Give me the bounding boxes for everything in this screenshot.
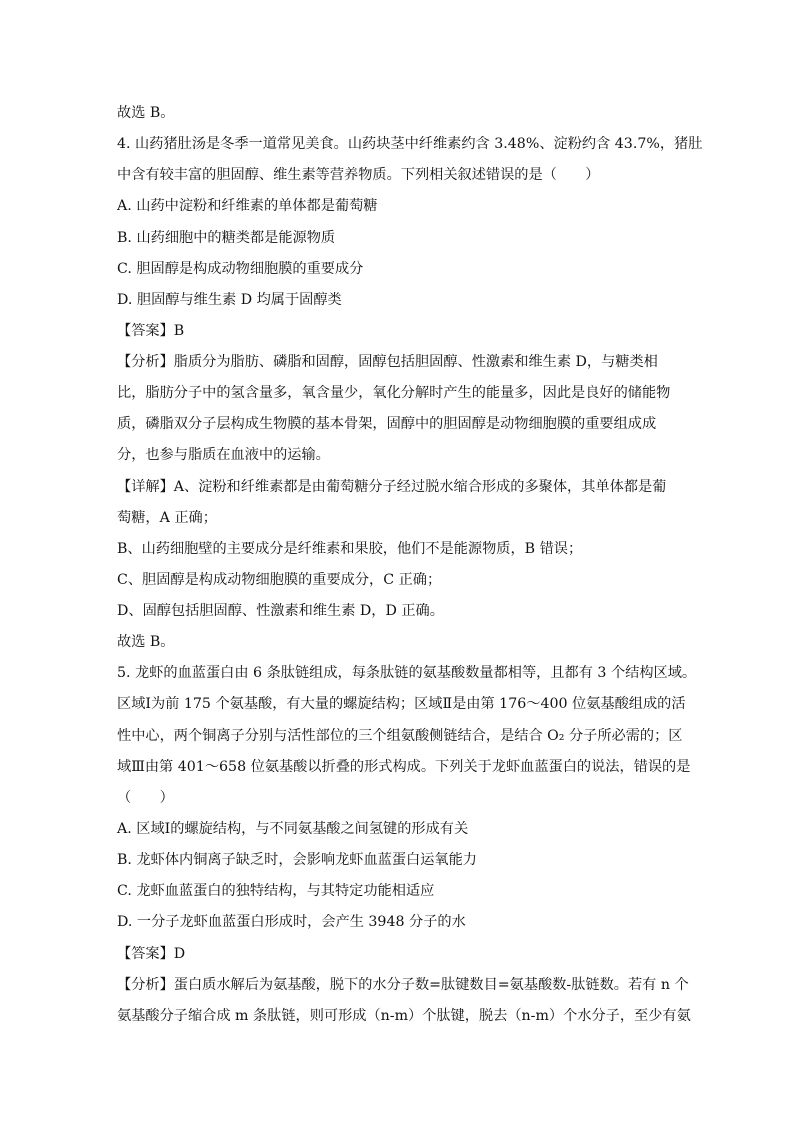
question-5-stem: 域Ⅲ由第 401～658 位氨基酸以折叠的形式构成。下列关于龙虾血蓝蛋白的说法，错误的是	[117, 759, 691, 775]
question-4-stem-cont: 中含有较丰富的胆固醇、维生素等营养物质。下列相关叙述错误的是（ ）	[117, 167, 600, 183]
question-4-stem: 4. 山药猪肚汤是冬季一道常见美食。山药块茎中纤维素约含 3.48%、淀粉约含 43.7%，猪肚	[117, 136, 703, 152]
question-5-stem: 区域Ⅰ为前 175 个氨基酸，有大量的螺旋结构；区域Ⅱ是由第 176～400 位氨基酸组成的活	[117, 696, 686, 712]
text-line: 故选 B。	[117, 634, 175, 650]
analysis-text: 【分析】脂质分为脂肪、磷脂和固醇，固醇包括胆固醇、性激素和维生素 D，与糖类相	[117, 354, 658, 370]
detail-text: 【详解】A、淀粉和纤维素都是由葡萄糖分子经过脱水缩合形成的多聚体，其单体都是葡	[117, 479, 667, 495]
detail-text: 萄糖，A 正确；	[117, 510, 217, 526]
question-5-stem: 性中心，两个铜离子分别与活性部位的三个组氨酸侧链结合，是结合 O₂ 分子所必需的；区	[117, 728, 683, 744]
detail-text: C、胆固醇是构成动物细胞膜的重要成分，C 正确；	[117, 572, 442, 588]
analysis-text: 质，磷脂双分子层构成生物膜的基本骨架，固醇中的胆固醇是动物细胞膜的重要组成成	[117, 416, 657, 432]
option-c: C. 龙虾血蓝蛋白的独特结构，与其特定功能相适应	[117, 883, 435, 899]
answer-label: 【答案】B	[117, 323, 185, 339]
option-d: D. 胆固醇与维生素 D 均属于固醇类	[117, 292, 342, 308]
option-b: B. 山药细胞中的糖类都是能源物质	[117, 230, 336, 246]
option-a: A. 山药中淀粉和纤维素的单体都是葡萄糖	[117, 198, 378, 214]
analysis-text: 【分析】蛋白质水解后为氨基酸，脱下的水分子数=肽键数目=氨基酸数-肽链数。若有 n 个	[117, 977, 689, 993]
detail-text: B、山药细胞壁的主要成分是纤维素和果胶，他们不是能源物质，B 错误；	[117, 541, 583, 557]
option-d: D. 一分子龙虾血蓝蛋白形成时，会产生 3948 分子的水	[117, 914, 466, 930]
option-b: B. 龙虾体内铜离子缺乏时，会影响龙虾血蓝蛋白运氧能力	[117, 852, 477, 868]
analysis-text: 分，也参与脂质在血液中的运输。	[117, 447, 330, 463]
detail-text: D、固醇包括胆固醇、性激素和维生素 D，D 正确。	[117, 603, 444, 619]
analysis-text: 比，脂肪分子中的氢含量多，氧含量少，氧化分解时产生的能量多，因此是良好的储能物	[117, 385, 671, 401]
question-5-stem: （ ）	[117, 790, 174, 806]
option-c: C. 胆固醇是构成动物细胞膜的重要成分	[117, 261, 364, 277]
answer-label: 【答案】D	[117, 946, 186, 962]
option-a: A. 区域Ⅰ的螺旋结构，与不同氨基酸之间氢键的形成有关	[117, 821, 469, 837]
text-line: 故选 B。	[117, 105, 175, 121]
analysis-text: 氨基酸分子缩合成 m 条肽链，则可形成（n-m）个肽键，脱去（n-m）个水分子，至少有氨	[117, 1008, 691, 1024]
question-5-stem: 5. 龙虾的血蓝蛋白由 6 条肽链组成，每条肽链的氨基酸数量都相等，且都有 3 个结构区域。	[117, 665, 697, 681]
